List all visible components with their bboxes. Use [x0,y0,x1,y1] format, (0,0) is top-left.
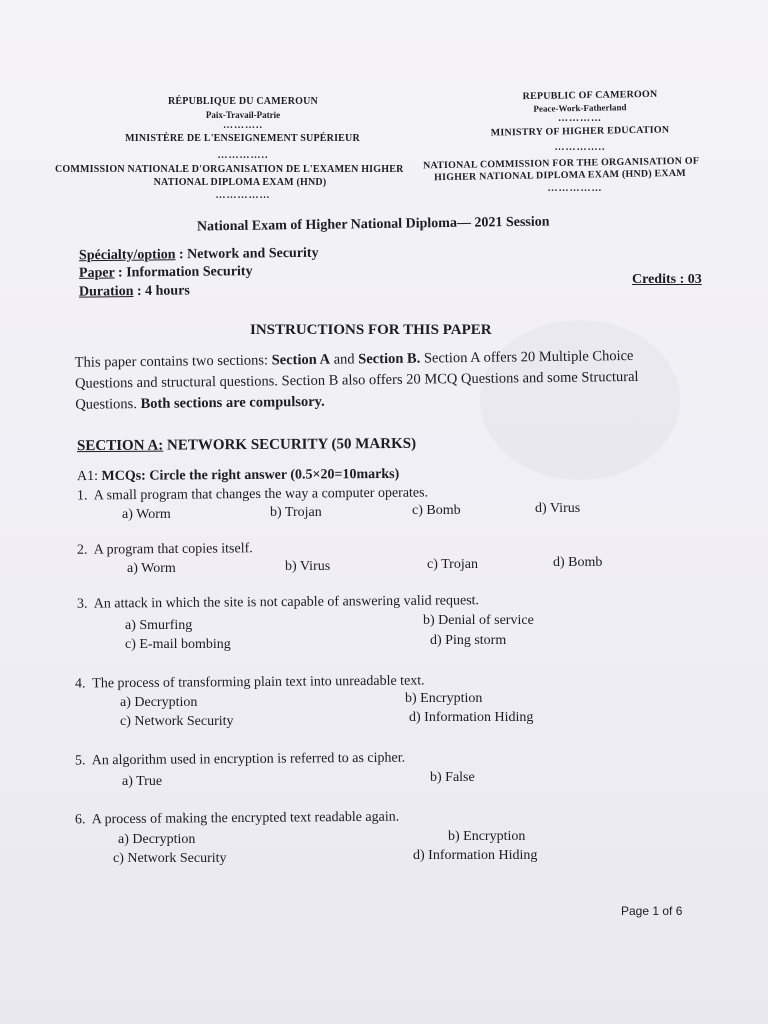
header-left-commission-line-2: NATIONAL DIPLOMA EXAM (HND) [153,177,327,188]
q2-option-d[interactable]: d) Bomb [553,555,603,570]
q5-option-a[interactable]: a) True [122,774,163,789]
instructions-paragraph [75,345,696,416]
q4-option-d[interactable]: d) Information Hiding [409,710,534,725]
instructions-section-a: Section A [271,351,331,369]
q4-option-b[interactable]: b) Encryption [405,691,483,706]
q2-option-a[interactable]: a) Worm [127,561,176,576]
section-a-title: NETWORK SECURITY (50 MARKS) [163,435,417,454]
q6-option-c[interactable]: c) Network Security [113,851,227,866]
q3-option-a[interactable]: a) Smurfing [125,618,193,633]
credits: Credits : 03 [632,272,702,287]
instructions-text-1: This paper contains two sections: [74,352,272,371]
question-number: 3. [76,596,88,612]
a1-prefix: A1: [76,468,102,485]
header-right-dots-3: …………… [547,183,603,194]
duration-value: : 4 hours [133,283,190,300]
exam-title: National Exam of Higher National Diploma— 2021 Session [196,214,550,235]
question-3 [77,593,479,613]
q2-option-b[interactable]: b) Virus [285,559,331,574]
question-1 [77,485,428,504]
q5-option-b[interactable]: b) False [430,770,475,785]
question-text: An attack in which the site is not capable of answering valid request. [93,593,480,612]
question-text: The process of transforming plain text into unreadable text. [92,673,425,692]
a1-text: MCQs: Circle the right answer (0.5×20=10marks) [101,466,400,484]
header-left-dots-2: ………….. [217,150,269,161]
a1-instruction [77,467,399,485]
q6-option-d[interactable]: d) Information Hiding [413,848,538,863]
q3-option-c[interactable]: c) E-mail bombing [125,637,231,652]
section-a-label: SECTION A: [76,437,164,455]
q4-option-a[interactable]: a) Decryption [120,695,198,710]
q1-option-c[interactable]: c) Bomb [412,503,461,518]
header-right-motto: Peace-Work-Fatherland [533,102,627,114]
q4-option-c[interactable]: c) Network Security [120,714,234,729]
instructions-title: INSTRUCTIONS FOR THIS PAPER [250,322,492,338]
instructions-and: and [329,351,359,368]
instructions-text-2: Section A offers 20 Multiple Choice Questions and structural questions. Section B also offers 20 MCQ Questions and some Structural Questions. [74,347,639,413]
page-number: Page 1 of 6 [621,904,683,918]
header-left-country: RÉPUBLIQUE DU CAMEROUN [168,96,318,107]
question-number: 5. [74,753,86,769]
q3-option-b[interactable]: b) Denial of service [423,613,534,628]
question-6 [75,810,399,829]
question-5 [75,751,405,770]
question-text: A small program that changes the way a computer operates. [93,485,429,504]
question-number: 6. [74,812,86,828]
header-right-dots-1: ………… [558,113,602,124]
q1-option-b[interactable]: b) Trojan [270,505,322,520]
header-left-dots-3: …………… [215,190,271,201]
question-number: 2. [76,542,88,558]
question-text: A process of making the encrypted text readable again. [91,809,400,828]
paper-value: : Information Security [114,264,253,281]
duration-label: Duration [78,284,134,300]
q3-option-d[interactable]: d) Ping storm [430,633,507,648]
header-right-country: REPUBLIC OF CAMEROON [522,88,658,103]
specialty-line [79,246,319,265]
question-2 [77,541,253,559]
question-text: An algorithm used in encryption is referred to as cipher. [91,750,406,769]
header-right-commission-line-1: NATIONAL COMMISSION FOR THE ORGANISATION OF [422,155,700,172]
question-number: 4. [74,676,86,692]
header-right-commission-line-2: HIGHER NATIONAL DIPLOMA EXAM (HND) EXAM [434,167,686,184]
instructions-text-3: Both sections are compulsory. [140,393,325,412]
q1-option-a[interactable]: a) Worm [122,507,171,522]
q6-option-a[interactable]: a) Decryption [118,832,196,847]
header-right-ministry: MINISTRY OF HIGHER EDUCATION [490,124,670,139]
question-text: A program that copies itself. [93,541,253,558]
q6-option-b[interactable]: b) Encryption [448,829,526,844]
header-left-ministry: MINISTÈRE DE L'ENSEIGNEMENT SUPÉRIEUR [125,133,360,144]
header-left-commission-line-1: COMMISSION NATIONALE D'ORGANISATION DE L'EXAMEN HIGHER [55,164,404,175]
specialty-value: : Network and Security [175,245,319,263]
paper-label: Paper [78,265,115,281]
paper-line [79,264,253,282]
instructions-section-b: Section B. [358,350,421,368]
question-4 [75,673,425,692]
q1-option-d[interactable]: d) Virus [535,501,581,516]
duration-line [79,283,190,300]
header-left-motto: Paix-Travail-Patrie [205,110,281,120]
header-left-dots-1: ……….. [223,120,263,131]
question-number: 1. [76,488,88,504]
section-a-heading [77,436,416,455]
header-right-dots-2: ………….. [554,142,606,153]
specialty-label: Spécialty/option [78,247,176,264]
q2-option-c[interactable]: c) Trojan [427,557,478,572]
